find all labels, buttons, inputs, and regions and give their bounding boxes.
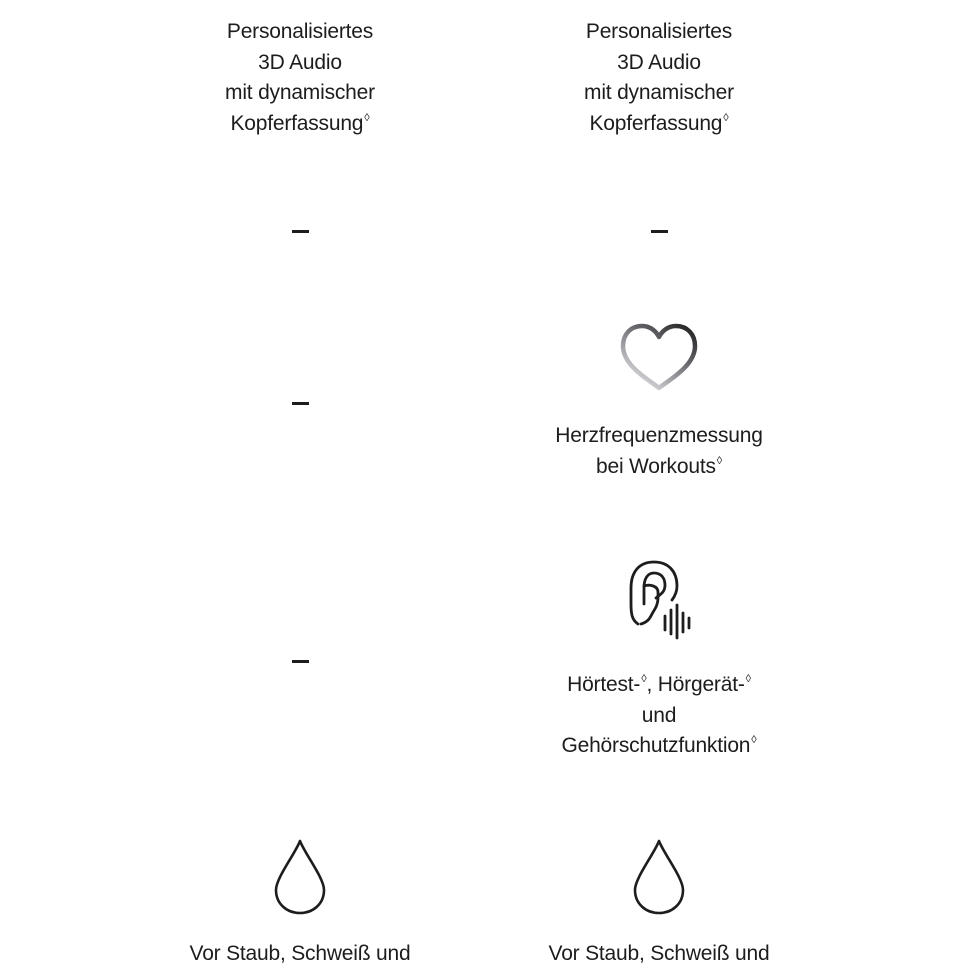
heart-rate-feature [489, 421, 829, 482]
feature-line [489, 109, 829, 140]
spatial-audio-feature [489, 17, 829, 139]
hearing-health-feature [489, 670, 829, 762]
water-resistance-feature [489, 939, 829, 970]
feature-line: Personalisiertes [226, 20, 374, 43]
feature-line: Vor Staub, Schweiß und [548, 942, 770, 965]
feature-line: mit dynamischer [225, 81, 375, 104]
feature-line-text: Kopferfassung [589, 111, 723, 135]
heart-icon [489, 322, 829, 392]
feature-line [489, 452, 829, 483]
feature-line: mit dynamischer [584, 81, 734, 104]
water-resistance-feature [130, 939, 470, 970]
footnote-marker: ◊ [716, 454, 722, 467]
spatial-audio-feature [130, 17, 470, 139]
ear-icon [489, 558, 829, 642]
feature-line [489, 731, 829, 762]
not-available-dash [651, 230, 668, 233]
feature-line: Herzfrequenzmessung [555, 424, 763, 447]
footnote-marker: ◊ [723, 111, 729, 124]
feature-line [489, 670, 829, 701]
footnote-marker: ◊ [641, 673, 647, 685]
feature-line: Vor Staub, Schweiß und [189, 942, 411, 965]
footnote-marker: ◊ [751, 734, 757, 746]
footnote-marker: ◊ [364, 111, 370, 124]
feature-line: 3D Audio [617, 50, 701, 74]
feature-line-text: bei Workouts [595, 454, 716, 478]
not-available-dash [292, 230, 309, 233]
not-available-dash [292, 660, 309, 663]
droplet-icon [489, 838, 829, 916]
droplet-icon [130, 838, 470, 916]
feature-line-text: Gehörschutzfunktion [561, 734, 751, 757]
feature-line: 3D Audio [258, 50, 342, 74]
not-available-dash [292, 402, 309, 405]
feature-line: und [641, 703, 677, 727]
feature-line: Personalisiertes [585, 20, 733, 43]
feature-line-text: Hörtest- [567, 673, 641, 696]
feature-line [130, 109, 470, 140]
footnote-marker: ◊ [745, 673, 751, 685]
feature-line-text: , Hörgerät- [646, 673, 745, 696]
feature-line-text: Kopferfassung [230, 111, 364, 135]
